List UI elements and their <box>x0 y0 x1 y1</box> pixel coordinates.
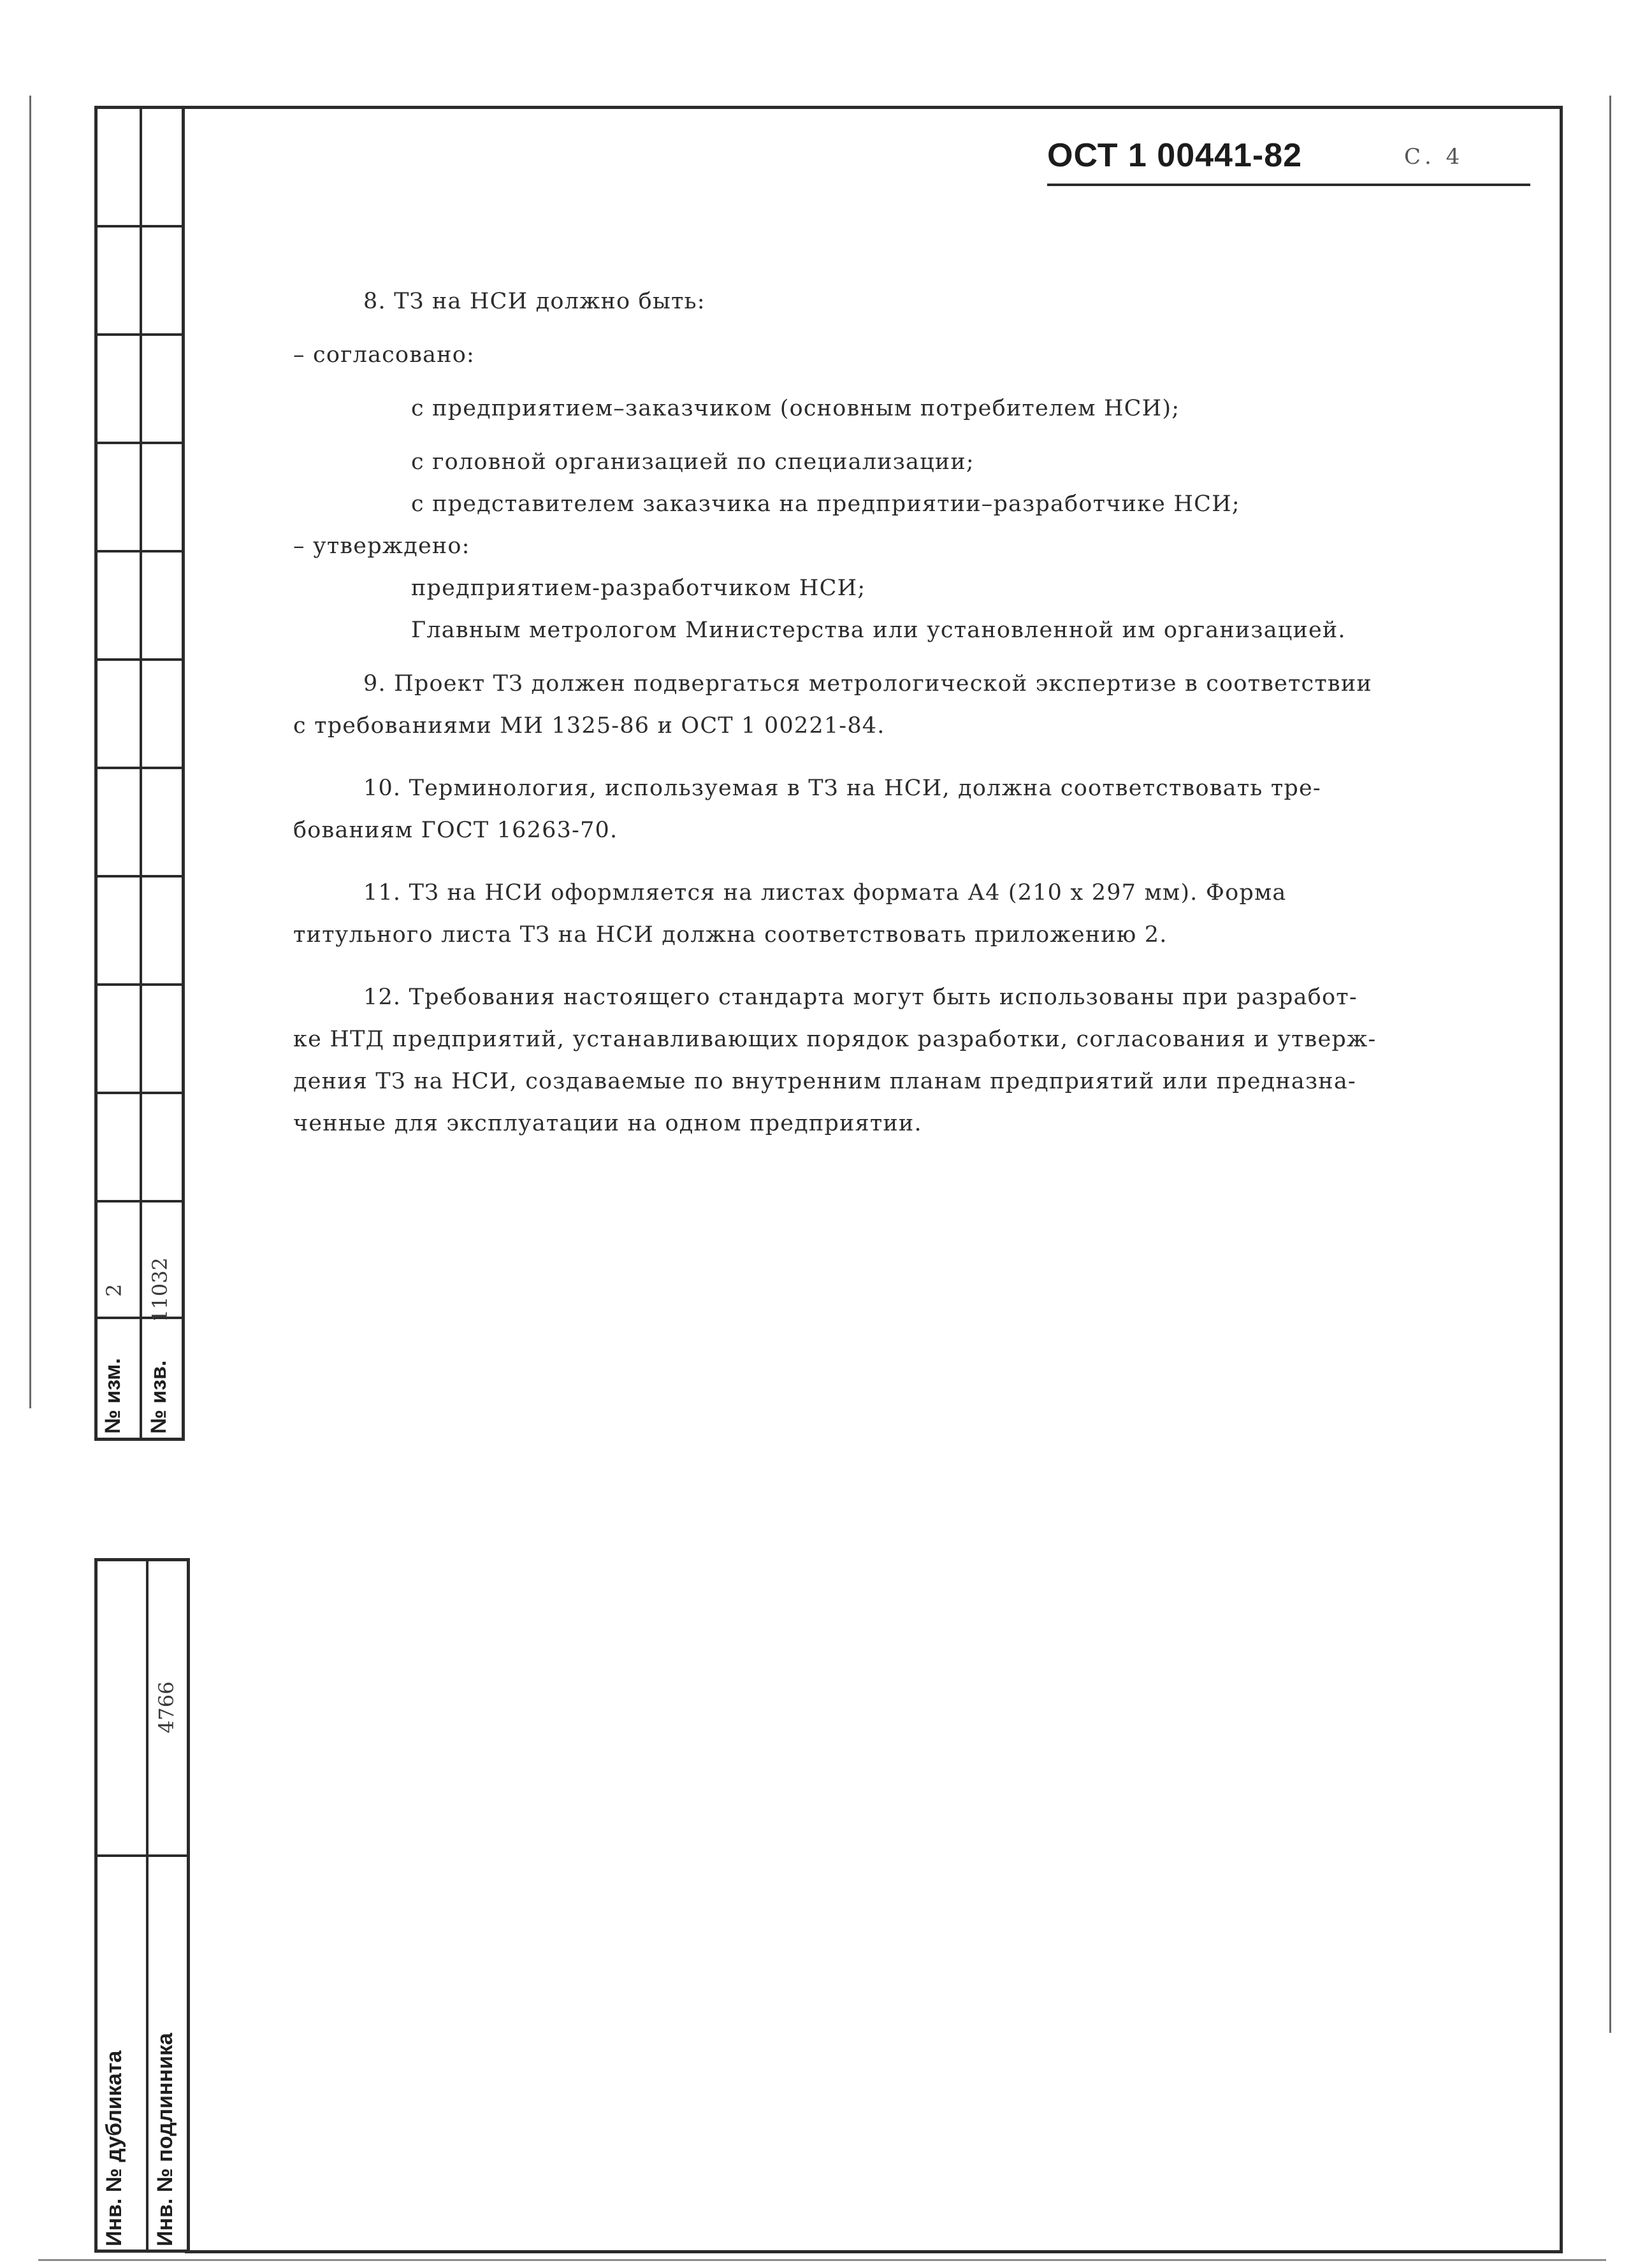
document-code: ОСТ 1 00441-82 <box>1047 137 1303 174</box>
page-number: С. 4 <box>1404 144 1464 170</box>
stamp-row-line <box>98 1092 182 1094</box>
paragraph-line: титульного листа ТЗ на НСИ должна соответствовать приложению 2. <box>293 922 1168 948</box>
agreed-item: с представителем заказчика на предприятии–разработчике НСИ; <box>411 491 1240 517</box>
agreed-item: с предприятием–заказчиком (основным потребителем НСИ); <box>411 396 1180 421</box>
scan-edge-bottom <box>38 2259 1606 2261</box>
duplicate-inventory-label: Инв. № дубликата <box>102 2050 126 2246</box>
notice-number-value: 11032 <box>148 1257 172 1322</box>
paragraph-line: 11. ТЗ на НСИ оформляется на листах формата А4 (210 х 297 мм). Форма <box>363 880 1287 906</box>
paragraph-line: 9. Проект ТЗ должен подвергаться метрологической экспертизе в соответствии <box>363 671 1372 697</box>
paragraph-line: с требованиями МИ 1325-86 и ОСТ 1 00221-84. <box>293 713 885 739</box>
paragraph-12 <box>293 976 1504 1145</box>
paragraph-line: дения ТЗ на НСИ, создаваемые по внутренним планам предприятий или предназна- <box>293 1069 1356 1094</box>
agreed-heading: – согласовано: <box>293 342 475 368</box>
paragraph-line: ченные для эксплуатации на одном предприятии. <box>293 1111 922 1136</box>
stamp-row-line <box>98 767 182 769</box>
side-stamp-top <box>94 106 185 1441</box>
paragraph-line: 12. Требования настоящего стандарта могут быть использованы при разработ- <box>363 985 1358 1010</box>
stamp-row-line <box>98 333 182 336</box>
original-inventory-label: Инв. № подлинника <box>153 2033 177 2246</box>
original-inventory-value: 4766 <box>154 1681 178 1733</box>
paragraph-8-title: 8. ТЗ на НСИ должно быть: <box>363 289 706 314</box>
scan-edge-right <box>1609 96 1611 2033</box>
document-body <box>293 280 1504 1145</box>
stamp-column-divider <box>146 1561 149 2250</box>
stamp-row-line <box>98 1854 187 1857</box>
paragraph-line: бованиям ГОСТ 16263-70. <box>293 818 618 843</box>
paragraph-line: 10. Терминология, используемая в ТЗ на НСИ, должна соответствовать тре- <box>363 776 1321 801</box>
agreed-item: с головной организацией по специализации; <box>411 449 975 475</box>
stamp-row-line <box>98 1200 182 1203</box>
stamp-row-line <box>98 983 182 986</box>
change-number-value: 2 <box>102 1283 126 1297</box>
approved-item: Главным метрологом Министерства или установленной им организацией. <box>411 618 1346 643</box>
stamp-row-line <box>98 875 182 878</box>
paragraph-10 <box>293 767 1504 851</box>
change-number-label: № изм. <box>101 1358 125 1434</box>
stamp-row-line <box>98 442 182 444</box>
paragraph-8 <box>293 280 1504 651</box>
page-header <box>1047 136 1530 186</box>
scan-edge-left <box>29 96 31 1408</box>
stamp-row-line <box>98 225 182 228</box>
paragraph-11 <box>293 872 1504 956</box>
stamp-column-divider <box>140 109 142 1438</box>
paragraph-line: ке НТД предприятий, устанавливающих порядок разработки, согласования и утверж- <box>293 1027 1377 1052</box>
notice-number-label: № изв. <box>147 1360 171 1434</box>
stamp-row-line <box>98 550 182 553</box>
approved-heading: – утверждено: <box>293 533 470 559</box>
paragraph-9 <box>293 663 1504 747</box>
stamp-row-line <box>98 658 182 661</box>
approved-item: предприятием-разработчиком НСИ; <box>411 575 866 601</box>
